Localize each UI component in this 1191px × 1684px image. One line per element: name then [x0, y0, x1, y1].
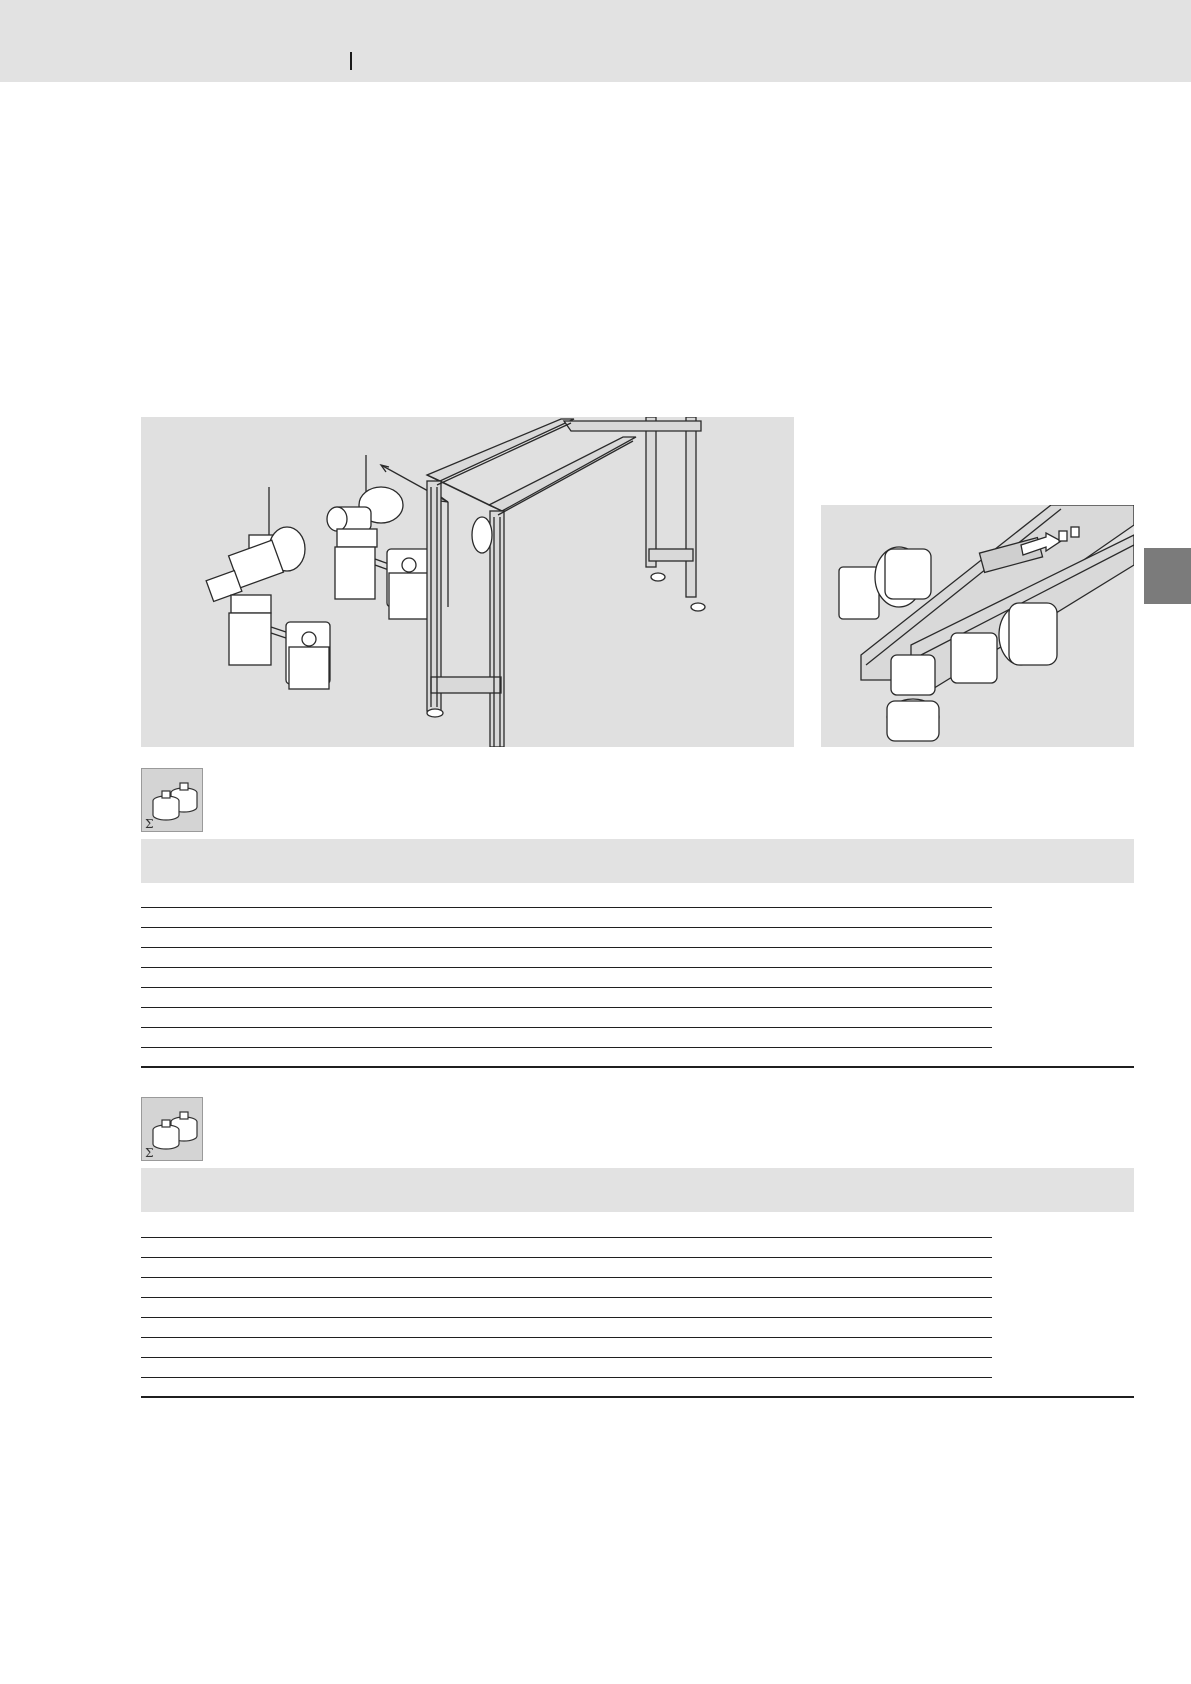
table-header-band — [141, 839, 1134, 883]
table-end-rule — [141, 1066, 1134, 1068]
drive-unit-illustration — [141, 417, 794, 747]
table-row — [141, 907, 992, 908]
table-row — [141, 1337, 992, 1338]
table-row — [141, 1257, 992, 1258]
table-row — [141, 927, 992, 928]
header-divider — [350, 52, 352, 70]
table-row — [141, 947, 992, 948]
table-row — [141, 967, 992, 968]
table-row — [141, 1317, 992, 1318]
table-row — [141, 1237, 992, 1238]
weight-sum-icon — [141, 1097, 203, 1161]
table-row — [141, 1027, 992, 1028]
chapter-side-tab — [1144, 548, 1191, 604]
table-row — [141, 1297, 992, 1298]
table-header-band — [141, 1168, 1134, 1212]
gear-motor-detail-illustration — [821, 505, 1134, 747]
table-row — [141, 1377, 992, 1378]
table-end-rule — [141, 1396, 1134, 1398]
weight-sum-icon — [141, 768, 203, 832]
conveyor-detail-figure — [821, 505, 1134, 747]
table-row — [141, 1357, 992, 1358]
table-row — [141, 1007, 992, 1008]
page-header-band — [0, 0, 1191, 82]
table-row — [141, 987, 992, 988]
svg-text:Σ: Σ — [145, 817, 154, 831]
table-row — [141, 1047, 992, 1048]
drive-unit-figure — [141, 417, 794, 747]
table-row — [141, 1277, 992, 1278]
svg-text:Σ: Σ — [145, 1146, 154, 1160]
